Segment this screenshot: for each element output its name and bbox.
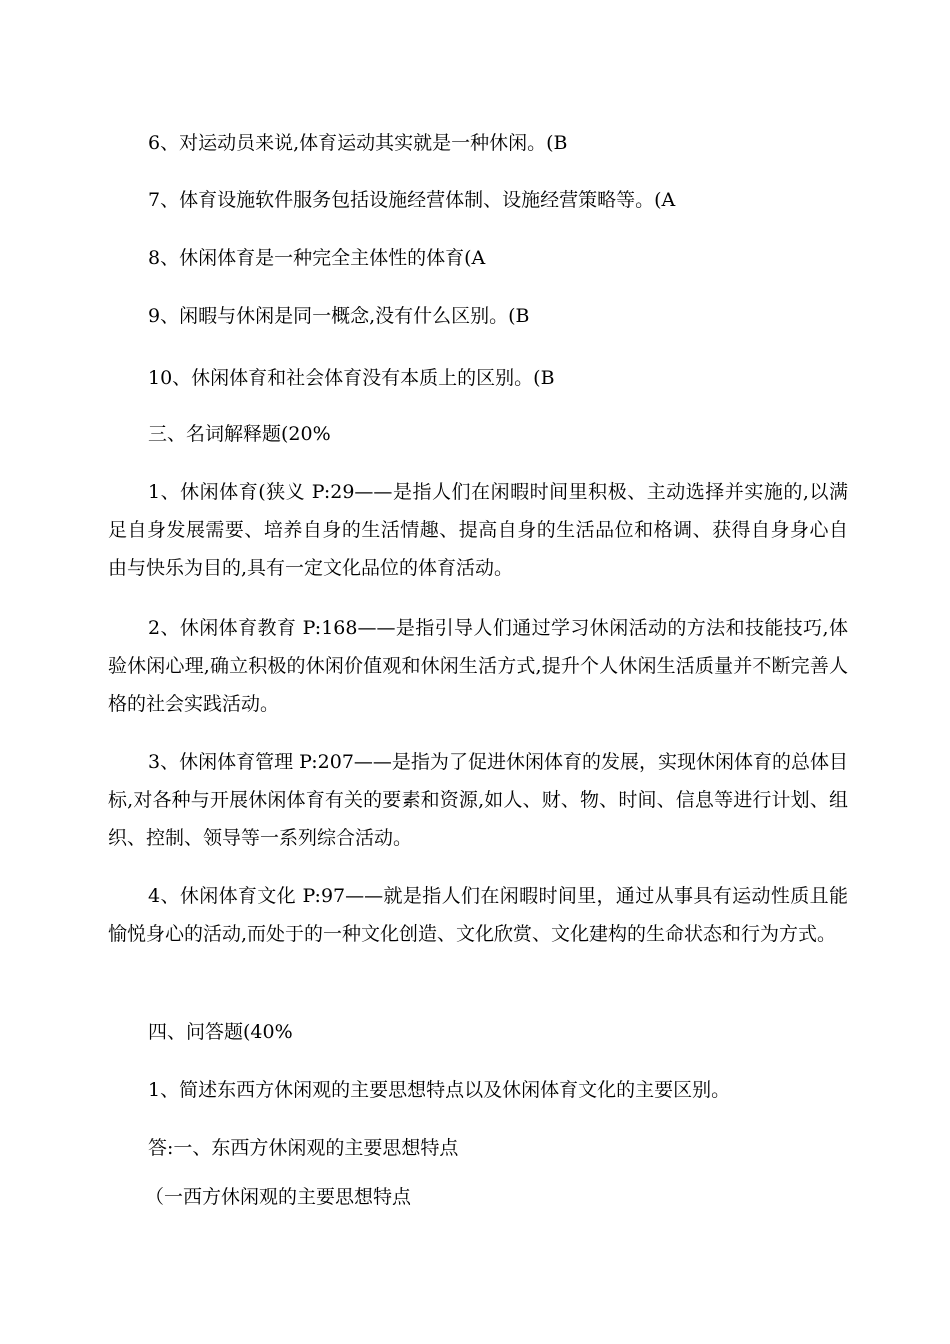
definition-2: 2、休闲体育教育 P:168——是指引导人们通过学习休闲活动的方法和技能技巧,体验休闲心理,确立积极的休闲价值观和休闲生活方式,提升个人休闲生活质量并不断完善人格的社会实践活动。 — [108, 617, 848, 715]
definition-1: 1、休闲体育(狭义 P:29——是指人们在闲暇时间里积极、主动选择并实施的,以满足自身发展需要、培养自身的生活情趣、提高自身的生活品位和格调、获得自身身心自由与快乐为目的,具有一定文化品位的体育活动。 — [108, 481, 848, 579]
question-1: 1、简述东西方休闲观的主要思想特点以及休闲体育文化的主要区别。 — [148, 1079, 731, 1101]
definition-4: 4、休闲体育文化 P:97——就是指人们在闲暇时间里，通过从事具有运动性质且能愉悦身心的活动,而处于的一种文化创造、文化欣赏、文化建构的生命状态和行为方式。 — [108, 885, 848, 945]
judgement-item-9: 9、闲暇与休闲是同一概念,没有什么区别。(B — [148, 305, 530, 327]
judgement-item-8: 8、休闲体育是一种完全主体性的体育(A — [148, 247, 486, 269]
section-four-heading: 四、问答题(40% — [148, 1021, 293, 1043]
judgement-item-7: 7、体育设施软件服务包括设施经营体制、设施经营策略等。(A — [148, 189, 676, 211]
answer-intro: 答:一、东西方休闲观的主要思想特点 — [148, 1137, 459, 1159]
answer-subheading: （一西方休闲观的主要思想特点 — [145, 1186, 412, 1208]
section-three-heading: 三、名词解释题(20% — [148, 423, 331, 445]
judgement-item-10: 10、休闲体育和社会体育没有本质上的区别。(B — [148, 367, 555, 389]
definition-3: 3、休闲体育管理 P:207——是指为了促进休闲体育的发展，实现休闲体育的总体目标,对各种与开展休闲体育有关的要素和资源,如人、财、物、时间、信息等进行计划、组织、控制、领导等一系列综合活动。 — [108, 751, 848, 849]
judgement-item-6: 6、对运动员来说,体育运动其实就是一种休闲。(B — [148, 132, 568, 154]
